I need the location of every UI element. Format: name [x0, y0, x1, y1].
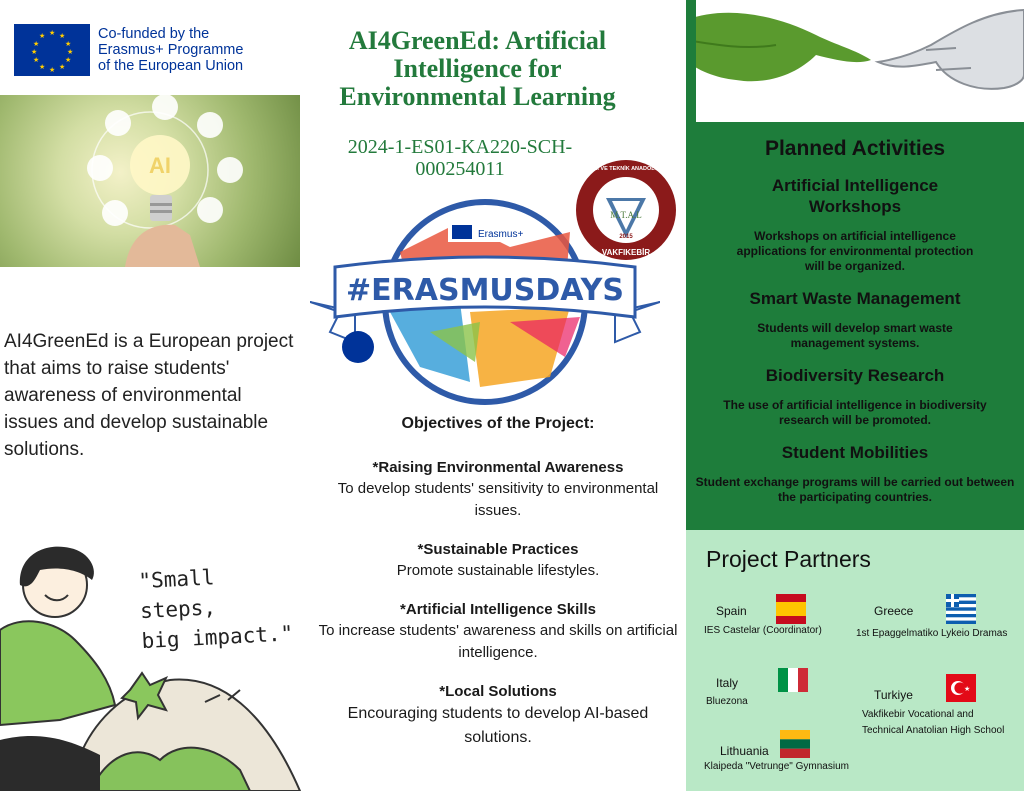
objective-title: *Raising Environmental Awareness	[372, 459, 624, 476]
activity-item	[686, 442, 1024, 505]
activity-desc: Students will develop smart waste management systems.	[757, 321, 953, 350]
partners-heading: Project Partners	[706, 546, 871, 572]
objective-title: *Local Solutions	[439, 683, 557, 700]
eu-cofunded-logo	[14, 22, 276, 78]
activity-item	[686, 175, 1024, 274]
objectives-section	[318, 414, 678, 768]
title-line1: AI4GreenEd: Artificial	[348, 26, 607, 55]
partner-name: Klaipeda "Vetrunge" Gymnasium	[704, 761, 849, 772]
erasmusdays-hashtag: #ERASMUSDAYS	[346, 273, 624, 308]
objective-item	[318, 540, 678, 582]
school-logo-ring-text: MESLEKİ VE TEKNİK ANADOLU LİSESİ	[574, 166, 678, 172]
eu-logo-line1: Co-funded by the	[98, 26, 210, 42]
objective-desc: Promote sustainable lifestyles.	[396, 562, 600, 579]
activity-desc: The use of artificial intelligence in biodiversity research will be promoted.	[723, 398, 987, 427]
activity-desc: Workshops on artificial intelligence applications for environmental protection will be organized.	[736, 229, 974, 273]
svg-text:M.T.A.L: M.T.A.L	[610, 210, 642, 220]
school-logo-bottom-text: VAKFIKEBİR	[601, 248, 651, 257]
objective-desc: To increase students' awareness and skills on artificial intelligence.	[318, 622, 678, 661]
quote-line2: big impact."	[141, 621, 294, 654]
objectives-heading: Objectives of the Project:	[401, 415, 595, 432]
erasmus-label: Erasmus+	[478, 229, 524, 240]
project-code-line2: 000254011	[415, 158, 505, 180]
partner-country: Italy	[716, 676, 739, 690]
title-line2: Intelligence for	[393, 54, 562, 83]
green-side-border	[686, 0, 1024, 125]
planned-activities-heading: Planned Activities	[764, 137, 946, 160]
activity-title: Artificial Intelligence Workshops	[771, 176, 939, 216]
lithuania-flag-icon	[780, 730, 810, 758]
activity-title: Biodiversity Research	[765, 366, 945, 385]
italy-flag-icon	[778, 668, 808, 692]
objective-title: *Artificial Intelligence Skills	[400, 601, 596, 618]
activity-title: Smart Waste Management	[749, 289, 961, 308]
quote-line1: "Small steps,	[137, 565, 217, 624]
activity-desc: Student exchange programs will be carried out between the participating countries.	[695, 475, 1015, 504]
planned-activities	[686, 136, 1024, 519]
spain-flag-icon	[776, 594, 806, 624]
title-line3: Environmental Learning	[339, 82, 616, 111]
quote-text	[138, 558, 302, 656]
eu-logo-line3: of the European Union	[98, 58, 244, 74]
partner-name: IES Castelar (Coordinator)	[704, 625, 822, 636]
partner-name: Bluezona	[706, 696, 748, 707]
partner-country: Greece	[874, 604, 914, 618]
turkiye-flag-icon	[946, 674, 976, 702]
project-code	[310, 136, 610, 180]
objective-desc: Encouraging students to develop AI-based solutions.	[347, 705, 649, 746]
svg-text:★: ★	[964, 685, 971, 693]
partner-name: 1st Epaggelmatiko Lykeio Dramas	[856, 628, 1008, 639]
objective-desc: To develop students' sensitivity to environmental issues.	[337, 480, 659, 519]
objective-item	[318, 458, 678, 522]
partner-country: Turkiye	[874, 688, 913, 702]
partner-name: Vakfikebir Vocational and Technical Anatolian High School	[862, 709, 1005, 736]
partner-country: Lithuania	[720, 744, 769, 758]
page-title	[300, 27, 655, 111]
school-logo-year: 2015	[619, 234, 633, 240]
activity-title: Student Mobilities	[781, 443, 929, 462]
objective-item	[318, 682, 678, 750]
eu-logo-line2: Erasmus+ Programme	[98, 42, 244, 58]
objective-title: *Sustainable Practices	[417, 541, 579, 558]
objective-item	[318, 600, 678, 664]
svg-text:AI: AI	[149, 153, 171, 178]
eu-logo-text	[98, 26, 243, 74]
project-code-line1: 2024-1-ES01-KA220-SCH-	[347, 136, 573, 158]
partner-country: Spain	[716, 604, 747, 618]
ai-lightbulb-photo	[0, 95, 300, 267]
erasmusdays-badge	[310, 192, 660, 407]
eu-flag-icon: ★ ★ ★ ★ ★ ★ ★ ★ ★ ★ ★ ★	[14, 24, 90, 76]
intro-paragraph: AI4GreenEd is a European project that aims to raise students' awareness of environmental issues and develop sustainable solutions.	[4, 331, 294, 460]
greece-flag-icon	[946, 594, 976, 624]
activity-item	[686, 288, 1024, 351]
activity-item	[686, 365, 1024, 428]
